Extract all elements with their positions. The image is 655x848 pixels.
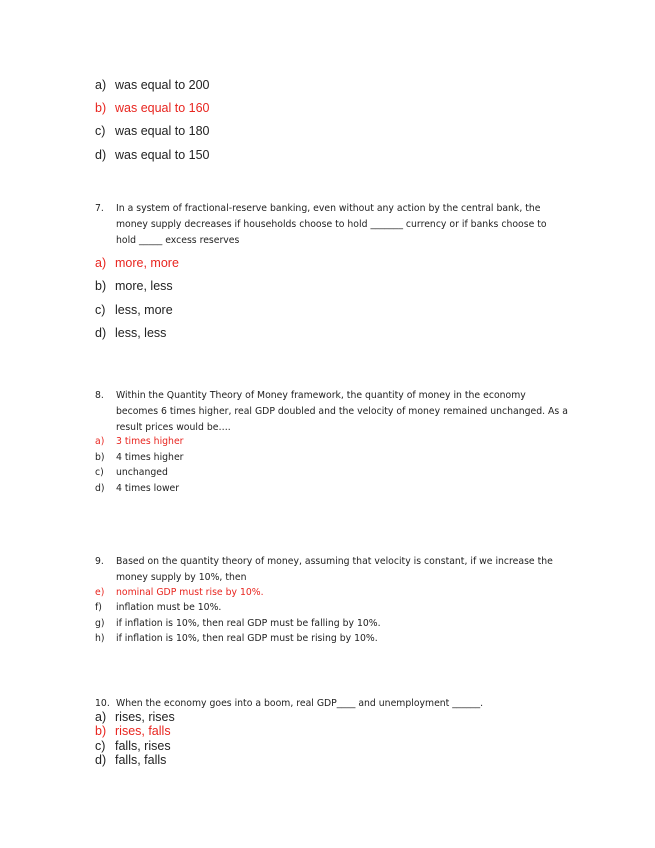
q8-option-b: b) 4 times higher [95, 452, 184, 463]
q9-line-2: money supply by 10%, then [116, 572, 247, 583]
q9-option-h: h) if inflation is 10%, then real GDP must be rising by 10%. [95, 633, 378, 644]
q8-question [95, 388, 575, 436]
q7-option-d: d) less, less [95, 326, 167, 340]
q9-line-1: Based on the quantity theory of money, assuming that velocity is constant, if we increase the [116, 556, 553, 567]
q9-number: 9. [95, 556, 104, 567]
q8-line-2: becomes 6 times higher, real GDP doubled and the velocity of money remained unchanged. As a [116, 406, 568, 417]
q7-number: 7. [95, 203, 104, 214]
q7-option-c: c) less, more [95, 303, 173, 317]
q6-option-c: c) was equal to 180 [95, 124, 210, 138]
q9-option-g: g) if inflation is 10%, then real GDP must be falling by 10%. [95, 618, 381, 629]
q9-option-e-answer: e) nominal GDP must rise by 10%. [95, 587, 264, 598]
q8-line-1: Within the Quantity Theory of Money framework, the quantity of money in the economy [116, 390, 526, 401]
q10-line-1: When the economy goes into a boom, real GDP____ and unemployment ______. [116, 698, 484, 709]
q9-question [95, 554, 575, 586]
q8-option-a-answer: a) 3 times higher [95, 436, 184, 447]
q10-option-a: a) rises, rises [95, 710, 175, 724]
q7-line-3: hold _____ excess reserves [116, 235, 240, 246]
q10-number: 10. [95, 698, 110, 709]
q8-number: 8. [95, 390, 104, 401]
q8-line-3: result prices would be…. [116, 422, 231, 433]
q7-question [95, 201, 575, 249]
q6-option-d: d) was equal to 150 [95, 148, 210, 162]
q6-option-a: a) was equal to 200 [95, 78, 210, 92]
q8-option-c: c) unchanged [95, 467, 168, 478]
q7-option-b: b) more, less [95, 279, 173, 293]
q10-option-d: d) falls, falls [95, 753, 167, 767]
q10-option-c: c) falls, rises [95, 739, 171, 753]
q9-option-f: f) inflation must be 10%. [95, 602, 222, 613]
q7-line-1: In a system of fractional-reserve banking, even without any action by the central bank, the [116, 203, 541, 214]
q10-option-b-answer: b) rises, falls [95, 724, 171, 738]
q6-option-b-answer: b) was equal to 160 [95, 101, 210, 115]
q8-option-d: d) 4 times lower [95, 483, 180, 494]
q7-option-a-answer: a) more, more [95, 256, 179, 270]
q7-line-2: money supply decreases if households choose to hold _______ currency or if banks choose to [116, 219, 547, 230]
